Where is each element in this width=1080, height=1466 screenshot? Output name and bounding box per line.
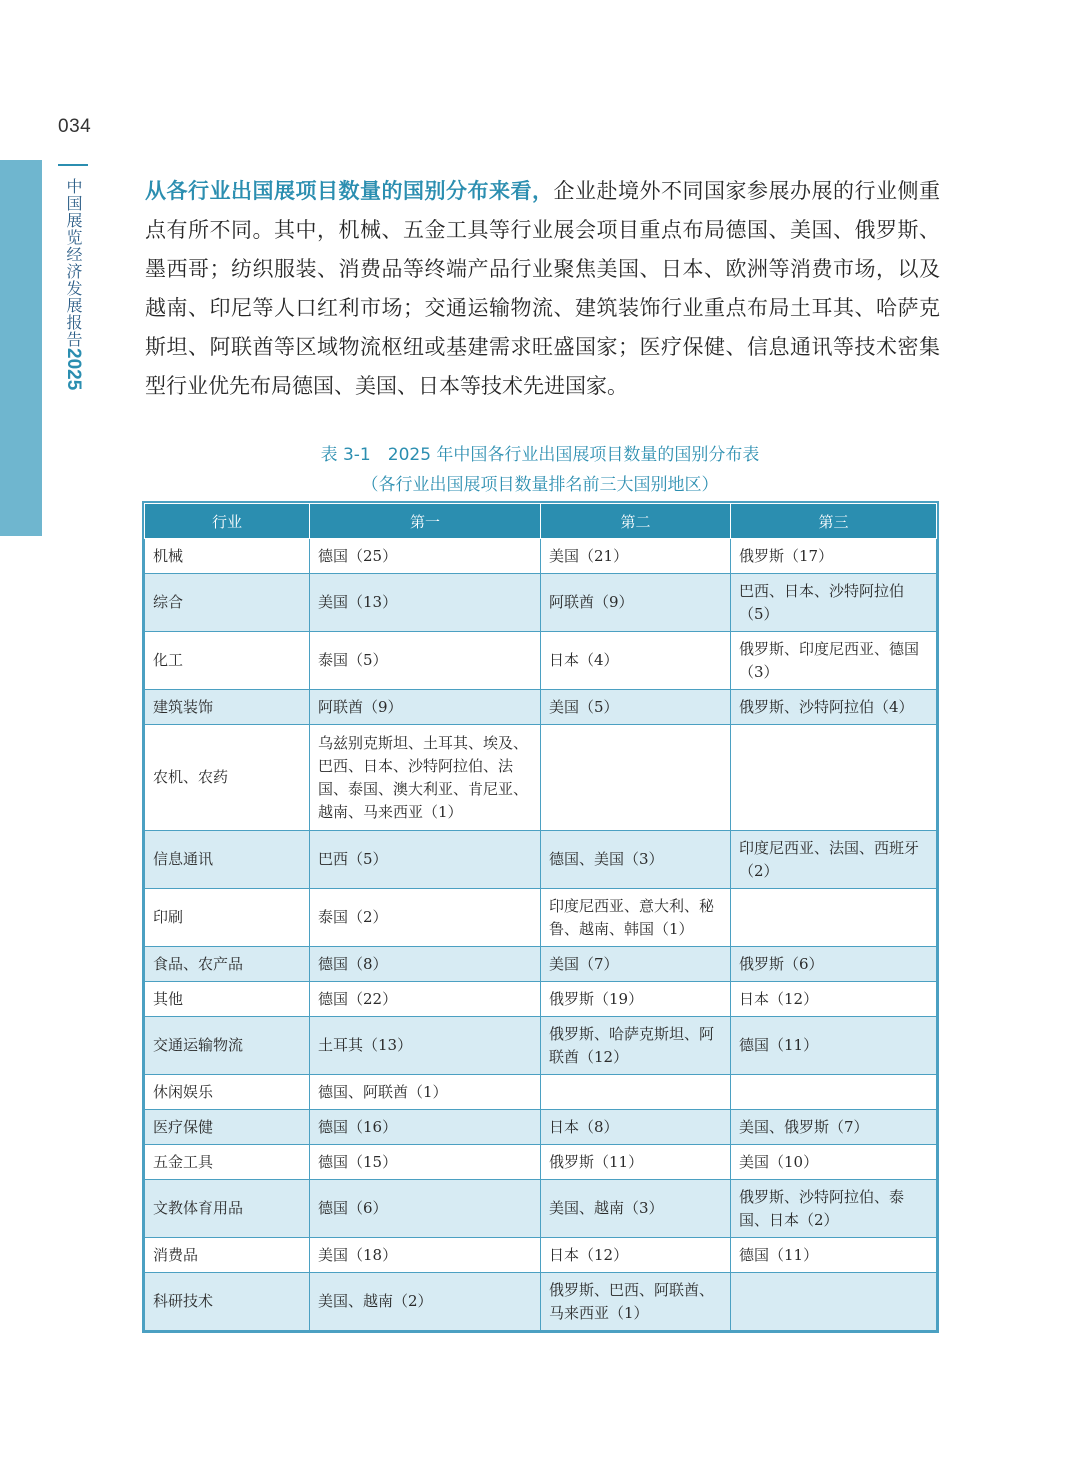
table-row xyxy=(145,1180,937,1238)
paragraph-body: 企业赴境外不同国家参展办展的行业侧重点有所不同。其中，机械、五金工具等行业展会项目重点布局德国、美国、俄罗斯、墨西哥；纺织服装、消费品等终端产品行业聚焦美国、日本、欧洲等消费市场，以及越南、印尼等人口红利市场；交通运输物流、建筑装饰行业重点布局土耳其、哈萨克斯坦、阿联酋等区域物流枢纽或基建需求旺盛国家；医疗保健、信息通讯等技术密集型行业优先布局德国、美国、日本等技术先进国家。 xyxy=(145,179,940,398)
industry-cell: 印刷 xyxy=(145,889,310,947)
third-cell xyxy=(731,725,937,831)
first-cell: 土耳其（13） xyxy=(310,1017,541,1075)
third-cell: 德国（11） xyxy=(731,1238,937,1273)
first-cell: 泰国（2） xyxy=(310,889,541,947)
table-caption xyxy=(145,440,935,500)
industry-cell: 科研技术 xyxy=(145,1273,310,1331)
first-cell: 阿联酋（9） xyxy=(310,690,541,725)
table-title: 表 3-1 2025 年中国各行业出国展项目数量的国别分布表 xyxy=(320,445,760,465)
first-cell: 乌兹别克斯坦、土耳其、埃及、巴西、日本、沙特阿拉伯、法国、泰国、澳大利亚、肯尼亚、越南、马来西亚（1） xyxy=(310,725,541,831)
industry-cell: 交通运输物流 xyxy=(145,1017,310,1075)
industry-cell: 信息通讯 xyxy=(145,831,310,889)
third-cell xyxy=(731,889,937,947)
table-row xyxy=(145,1110,937,1145)
second-cell: 美国（5） xyxy=(541,690,731,725)
table-header-row xyxy=(145,504,937,539)
first-cell: 德国、阿联酋（1） xyxy=(310,1075,541,1110)
table-row xyxy=(145,539,937,574)
first-cell: 德国（15） xyxy=(310,1145,541,1180)
industry-cell: 文教体育用品 xyxy=(145,1180,310,1238)
first-cell: 德国（16） xyxy=(310,1110,541,1145)
first-cell: 泰国（5） xyxy=(310,632,541,690)
industry-cell: 农机、农药 xyxy=(145,725,310,831)
second-cell: 俄罗斯、哈萨克斯坦、阿联酋（12） xyxy=(541,1017,731,1075)
industry-cell: 食品、农产品 xyxy=(145,947,310,982)
header-first: 第一 xyxy=(310,504,541,539)
second-cell: 印度尼西亚、意大利、秘鲁、越南、韩国（1） xyxy=(541,889,731,947)
header-industry: 行业 xyxy=(145,504,310,539)
third-cell: 俄罗斯（17） xyxy=(731,539,937,574)
second-cell: 美国（21） xyxy=(541,539,731,574)
table-row xyxy=(145,632,937,690)
first-cell: 德国（8） xyxy=(310,947,541,982)
third-cell: 俄罗斯（6） xyxy=(731,947,937,982)
first-cell: 美国（13） xyxy=(310,574,541,632)
paragraph-lead: 从各行业出国展项目数量的国别分布来看， xyxy=(145,179,554,203)
industry-cell: 五金工具 xyxy=(145,1145,310,1180)
table-row xyxy=(145,982,937,1017)
industry-cell: 建筑装饰 xyxy=(145,690,310,725)
second-cell: 美国（7） xyxy=(541,947,731,982)
first-cell: 德国（6） xyxy=(310,1180,541,1238)
second-cell: 俄罗斯（11） xyxy=(541,1145,731,1180)
distribution-table xyxy=(144,503,937,1331)
table-row xyxy=(145,1238,937,1273)
table-row xyxy=(145,1145,937,1180)
industry-cell: 消费品 xyxy=(145,1238,310,1273)
third-cell: 俄罗斯、印度尼西亚、德国（3） xyxy=(731,632,937,690)
table-row xyxy=(145,574,937,632)
third-cell: 美国、俄罗斯（7） xyxy=(731,1110,937,1145)
running-title-text: 中国展览经济发展报告 xyxy=(64,178,83,348)
second-cell: 阿联酋（9） xyxy=(541,574,731,632)
table-row xyxy=(145,1075,937,1110)
second-cell: 日本（12） xyxy=(541,1238,731,1273)
table-row xyxy=(145,889,937,947)
table-row xyxy=(145,690,937,725)
second-cell: 俄罗斯、巴西、阿联酋、马来西亚（1） xyxy=(541,1273,731,1331)
side-color-band xyxy=(0,160,42,536)
table-row xyxy=(145,1017,937,1075)
third-cell: 德国（11） xyxy=(731,1017,937,1075)
body-paragraph xyxy=(145,172,940,406)
second-cell xyxy=(541,725,731,831)
second-cell: 日本（8） xyxy=(541,1110,731,1145)
header-second: 第二 xyxy=(541,504,731,539)
running-title xyxy=(61,178,85,390)
second-cell xyxy=(541,1075,731,1110)
table-row xyxy=(145,1273,937,1331)
industry-cell: 机械 xyxy=(145,539,310,574)
third-cell: 美国（10） xyxy=(731,1145,937,1180)
industry-cell: 休闲娱乐 xyxy=(145,1075,310,1110)
table-row xyxy=(145,831,937,889)
third-cell: 印度尼西亚、法国、西班牙（2） xyxy=(731,831,937,889)
third-cell xyxy=(731,1075,937,1110)
header-third: 第三 xyxy=(731,504,937,539)
second-cell: 德国、美国（3） xyxy=(541,831,731,889)
first-cell: 美国、越南（2） xyxy=(310,1273,541,1331)
industry-cell: 其他 xyxy=(145,982,310,1017)
first-cell: 巴西（5） xyxy=(310,831,541,889)
second-cell: 美国、越南（3） xyxy=(541,1180,731,1238)
second-cell: 日本（4） xyxy=(541,632,731,690)
third-cell: 巴西、日本、沙特阿拉伯（5） xyxy=(731,574,937,632)
running-title-year: 2025 xyxy=(63,348,84,391)
first-cell: 美国（18） xyxy=(310,1238,541,1273)
industry-cell: 化工 xyxy=(145,632,310,690)
third-cell xyxy=(731,1273,937,1331)
industry-cell: 综合 xyxy=(145,574,310,632)
first-cell: 德国（22） xyxy=(310,982,541,1017)
table-row xyxy=(145,725,937,831)
third-cell: 俄罗斯、沙特阿拉伯、泰国、日本（2） xyxy=(731,1180,937,1238)
second-cell: 俄罗斯（19） xyxy=(541,982,731,1017)
page-number-rule xyxy=(58,164,88,166)
industry-cell: 医疗保健 xyxy=(145,1110,310,1145)
third-cell: 日本（12） xyxy=(731,982,937,1017)
table-subtitle: （各行业出国展项目数量排名前三大国别地区） xyxy=(361,475,719,495)
table-row xyxy=(145,947,937,982)
page-number: 034 xyxy=(58,116,92,137)
third-cell: 俄罗斯、沙特阿拉伯（4） xyxy=(731,690,937,725)
first-cell: 德国（25） xyxy=(310,539,541,574)
